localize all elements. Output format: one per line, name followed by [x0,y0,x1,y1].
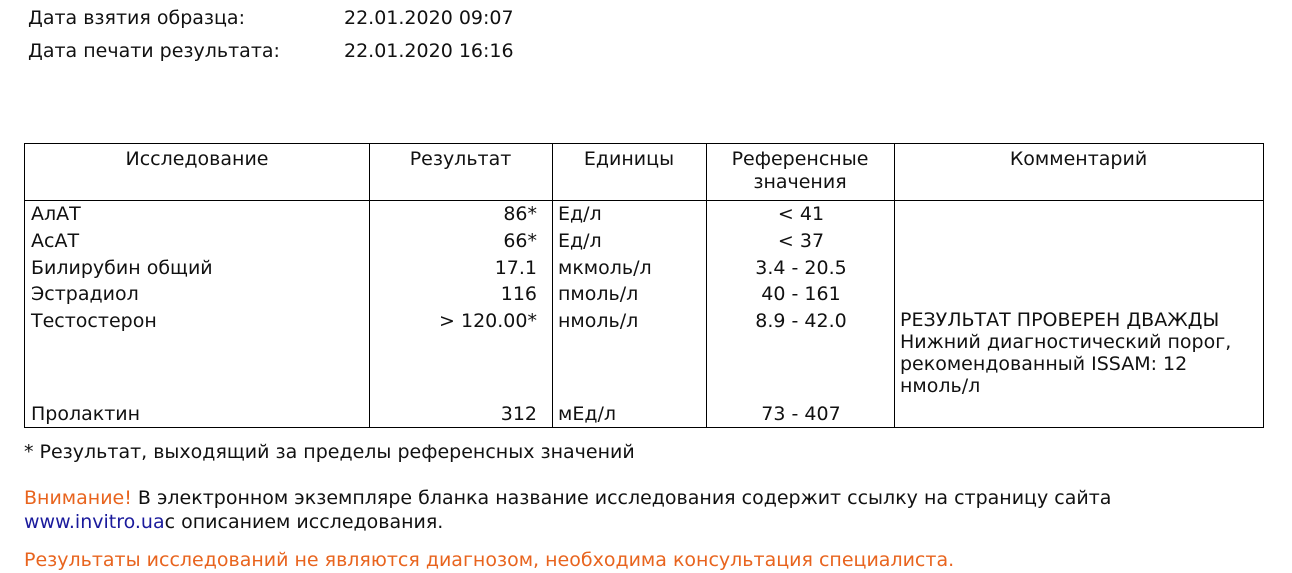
notice-text-end: с описанием исследования. [164,511,444,533]
test-unit: мЕд/л [558,403,617,425]
comment-line: Нижний диагностический порог, [900,331,1232,353]
test-unit: пмоль/л [558,283,639,305]
test-name[interactable]: Пролактин [31,403,141,425]
table-row [25,255,1263,281]
site-link[interactable]: www.invitro.ua [24,511,165,533]
test-reference: 40 - 161 [761,283,841,305]
notice-attention: Внимание! [24,487,132,509]
col-comment-header: Комментарий [1009,148,1148,170]
notice [24,486,1111,534]
print-date-label: Дата печати результата: [28,40,280,62]
test-reference: 8.9 - 42.0 [755,310,847,332]
print-date-value: 22.01.2020 16:16 [344,40,514,62]
test-result: 86* [503,203,537,225]
notice-text: В электронном экземпляре бланка название исследования содержит ссылку на страницу сайта [131,487,1112,509]
comment-verified: РЕЗУЛЬТАТ ПРОВЕРЕН ДВАЖДЫ [900,309,1220,331]
sample-date-value: 22.01.2020 09:07 [344,7,514,29]
test-result: 312 [500,403,537,425]
results-table [24,143,1264,428]
test-reference: < 41 [777,203,825,225]
col-units-header: Единицы [583,148,675,170]
col-reference-header-line2: значения [753,171,847,193]
footnote: * Результат, выходящий за пределы референсных значений [24,441,635,463]
disclaimer: Результаты исследований не являются диагнозом, необходима консультация специалиста. [24,549,955,571]
col-test-header: Исследование [125,148,269,170]
test-reference: 3.4 - 20.5 [755,257,847,279]
comment-line: нмоль/л [900,375,981,397]
test-reference: < 37 [777,230,825,252]
test-unit: Ед/л [558,203,602,225]
test-result: 17.1 [494,257,537,279]
table-header [25,144,1263,201]
sample-date-label: Дата взятия образца: [28,7,245,29]
table-row [25,228,1263,254]
test-name[interactable]: Тестостерон [31,310,157,332]
comment-line: рекомендованный ISSAM: 12 [900,353,1188,375]
col-reference-header [706,148,894,194]
table-row [25,401,1263,427]
table-row [25,281,1263,307]
test-name[interactable]: АлАТ [31,203,81,225]
test-name[interactable]: АсАТ [31,230,80,252]
col-result-header: Результат [409,148,512,170]
test-result: 66* [503,230,537,252]
test-unit: Ед/л [558,230,602,252]
test-reference: 73 - 407 [761,403,841,425]
test-result: > 120.00* [439,310,537,332]
test-result: 116 [500,283,537,305]
test-unit: нмоль/л [558,310,639,332]
test-name[interactable]: Эстрадиол [31,283,139,305]
result-comment [900,309,1260,397]
table-row [25,201,1263,227]
test-unit: мкмоль/л [558,257,652,279]
col-reference-header-line1: Референсные [731,148,869,170]
test-name[interactable]: Билирубин общий [31,257,213,279]
